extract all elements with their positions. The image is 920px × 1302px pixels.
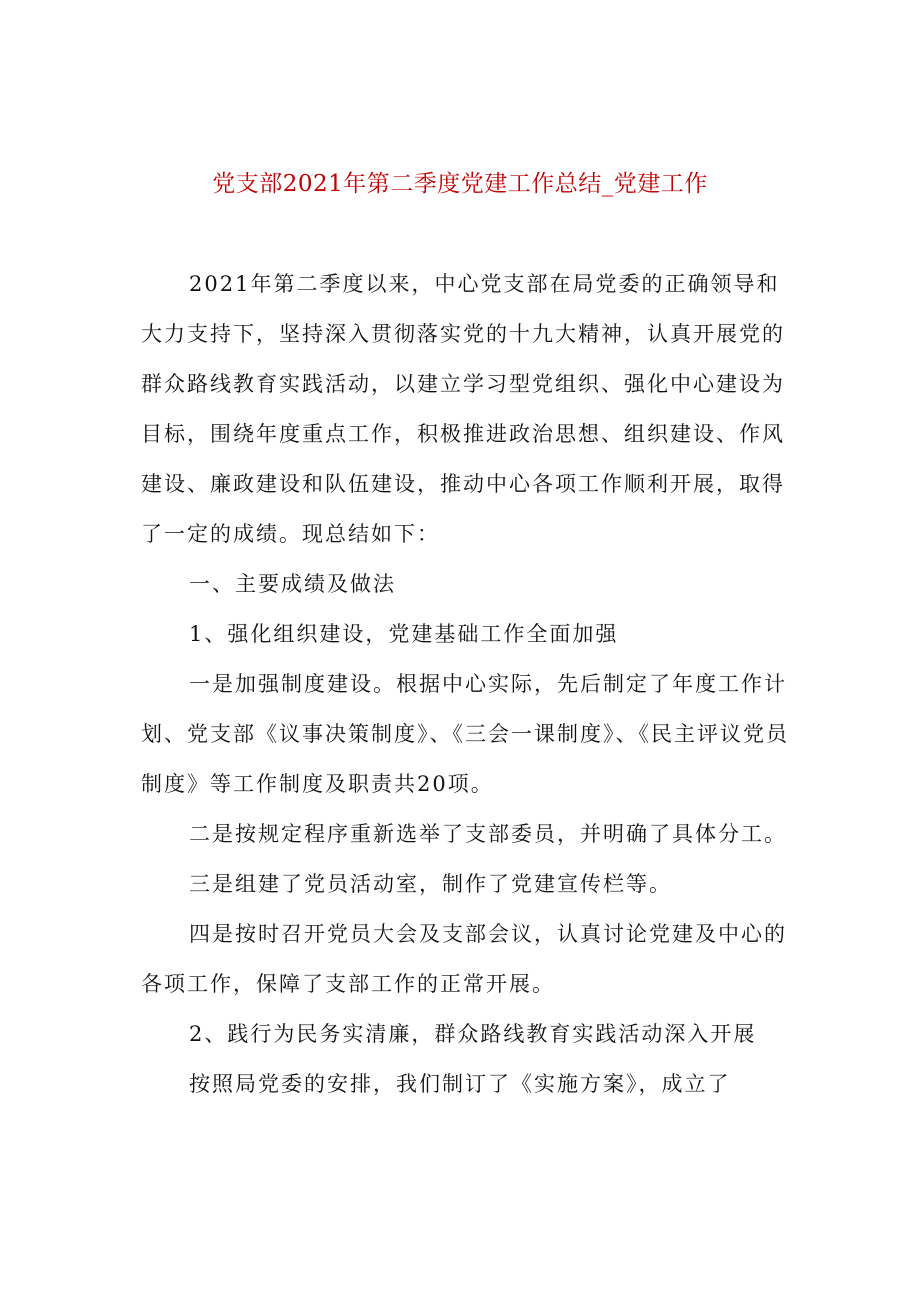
paragraph-system-building: 一是加强制度建设。根据中心实际，先后制定了年度工作计划、党支部《议事决策制度》、《三会一课制度》、《民主评议党员制度》等工作制度及职责共20项。: [141, 672, 789, 796]
subsection-heading-mass-line: 2、践行为民务实清廉，群众路线教育实践活动深入开展: [189, 1022, 757, 1046]
document-title: 党支部2021年第二季度党建工作总结_党建工作: [212, 171, 708, 197]
paragraph-activity-room: 三是组建了党员活动室，制作了党建宣传栏等。: [189, 872, 672, 896]
subsection-heading-organization: 1、强化组织建设，党建基础工作全面加强: [189, 622, 619, 646]
paragraph-intro: 2021年第二季度以来，中心党支部在局党委的正确领导和大力支持下，坚持深入贯彻落实党的十九大精神，认真开展党的群众路线教育实践活动，以建立学习型党组织、强化中心建设为目标，围绕年度重点工作，积极推进政治思想、组织建设、作风建设、廉政建设和队伍建设，推动中心各项工作顺利开展，取得了一定的成绩。现总结如下：: [141, 272, 785, 546]
section-heading-main-achievements: 一、主要成绩及做法: [189, 572, 396, 596]
document-body: [141, 259, 801, 1109]
paragraph-implementation: 按照局党委的安排，我们制订了《实施方案》，成立了: [189, 1072, 731, 1096]
paragraph-election: 二是按规定程序重新选举了支部委员，并明确了具体分工。: [189, 822, 787, 846]
paragraph-meetings: 四是按时召开党员大会及支部会议，认真讨论党建及中心的各项工作，保障了支部工作的正常开展。: [141, 922, 787, 996]
